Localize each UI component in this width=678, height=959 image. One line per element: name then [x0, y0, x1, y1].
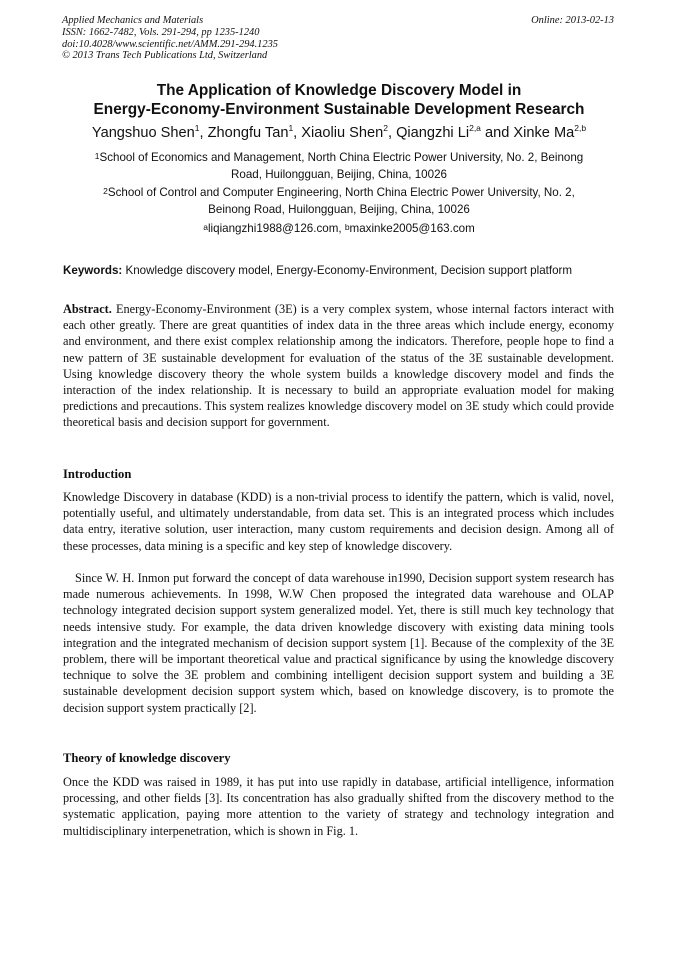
journal-header — [62, 15, 278, 62]
email-separator: , — [338, 222, 345, 235]
introduction-paragraph-1: Knowledge Discovery in database (KDD) is a non-trivial process to identify the pattern, which is valid, novel, potentially useful, and ultimately understandable, from data set. This is an integrated process which includes data entry, iterative solution, user interaction, many custom requirements and decision design. Among all of these processes, data mining is a specific and key step of knowledge discovery. — [63, 490, 614, 553]
affiliation-1-line-1: School of Economics and Management, North China Electric Power University, No. 2, Beinong — [99, 151, 584, 164]
section-heading-theory: Theory of knowledge discovery — [63, 751, 231, 765]
affiliation-1 — [40, 150, 638, 183]
introduction-paragraph-2-text: Since W. H. Inmon put forward the concept of data warehouse in1990, Decision support system research has made numerous achievements. In 1998, W.W Chen proposed the integrated data warehouse and OLAP technology integrated decision support system generalized model. Yet, there is still much key technology that needs intensive study. For example, the data driven knowledge discovery with existing data mining tools integration and the integrated mechanism of decision support system [1]. Because of the complexity of the 3E problem, there will be important theoretical value and practical significance by using the knowledge discovery technique to solve the 3E problem and combining intelligent decision support system and building a 3E sustainable development decision support system which, based on knowledge discovery, is to promote the decision support system practically [2]. — [63, 571, 614, 715]
author-name: Yangshuo Shen — [91, 125, 195, 141]
affiliation-1-line-2: Road, Huilongguan, Beijing, China, 10026 — [231, 167, 447, 181]
online-date: Online: 2013-02-13 — [531, 15, 614, 26]
introduction-paragraph-2 — [63, 570, 614, 716]
paper-title-line-2: Energy-Economy-Environment Sustainable Development Research — [93, 101, 585, 118]
issn-line: ISSN: 1662-7482, Vols. 291-294, pp 1235-1240 — [62, 26, 260, 38]
email-marker: a — [203, 222, 208, 232]
keywords — [63, 264, 623, 277]
author-affiliation-marker: 1 — [194, 123, 200, 133]
abstract-text: Energy-Economy-Environment (3E) is a very complex system, whose internal factors interact with each other greatly. There are great quantities of index data in the three areas which include energy, economy and environment, and there exist complex relationship among the indicators. Therefore, people hope to find a new pattern of 3E sustainable development for evaluation of the status of the 3E sustainable development. Using knowledge discovery theory the whole system builds a knowledge discovery model and finds the interaction of the index relationship. It is necessary to build an appropriate evaluation model for making predictions and precautions. This system realizes knowledge discovery model on 3E study which could provide theoretical basis and decision support for government. — [63, 302, 614, 430]
email-a[interactable]: liqiangzhi1988@126.com — [207, 222, 339, 235]
copyright-line: © 2013 Trans Tech Publications Ltd, Switzerland — [62, 50, 268, 62]
affiliation-marker: 2 — [103, 186, 108, 196]
author-affiliation-marker: 2,a — [469, 123, 481, 133]
email-line — [40, 221, 638, 238]
email-b[interactable]: maxinke2005@163.com — [349, 222, 475, 235]
author-name: Zhongfu Tan — [207, 125, 289, 141]
affiliation-marker: 1 — [94, 151, 100, 161]
doi-line[interactable]: doi:10.4028/www.scientific.net/AMM.291-294.1235 — [62, 38, 278, 50]
author-name: Qiangzhi Li — [396, 125, 470, 141]
author-separator: and — [480, 125, 514, 141]
section-heading-introduction: Introduction — [63, 467, 132, 481]
author-name: Xiaoliu Shen — [301, 125, 384, 141]
author-affiliation-marker: 2,b — [574, 123, 587, 133]
abstract-label: Abstract. — [63, 302, 112, 316]
author-affiliation-marker: 2 — [383, 123, 388, 133]
author-separator: , — [387, 125, 397, 141]
author-separator: , — [199, 125, 208, 141]
journal-name: Applied Mechanics and Materials — [62, 15, 204, 26]
author-separator: , — [293, 125, 302, 141]
affiliation-2 — [40, 185, 638, 218]
abstract — [63, 301, 614, 431]
theory-paragraph-1: Once the KDD was raised in 1989, it has put into use rapidly in database, artificial intelligence, information processing, and other fields [3]. Its concentration has also gradually shifted from the discovery method to the systematic application, paying more attention to the variety of strategy and technology integration and multidisciplinary interpenetration, which is shown in Fig. 1. — [63, 775, 614, 838]
email-marker: b — [344, 222, 350, 232]
affiliation-2-line-1: School of Control and Computer Engineering, North China Electric Power University, No. 2, — [107, 186, 575, 199]
keywords-label: Keywords: — [63, 264, 123, 277]
author-list — [20, 125, 658, 141]
author-affiliation-marker: 1 — [288, 123, 294, 133]
author-name: Xinke Ma — [513, 125, 575, 141]
paper-title-line-1: The Application of Knowledge Discovery Model in — [156, 82, 522, 99]
affiliation-2-line-2: Beinong Road, Huilongguan, Beijing, China, 10026 — [208, 202, 470, 216]
keywords-text: Knowledge discovery model, Energy-Economy-Environment, Decision support platform — [122, 264, 573, 277]
